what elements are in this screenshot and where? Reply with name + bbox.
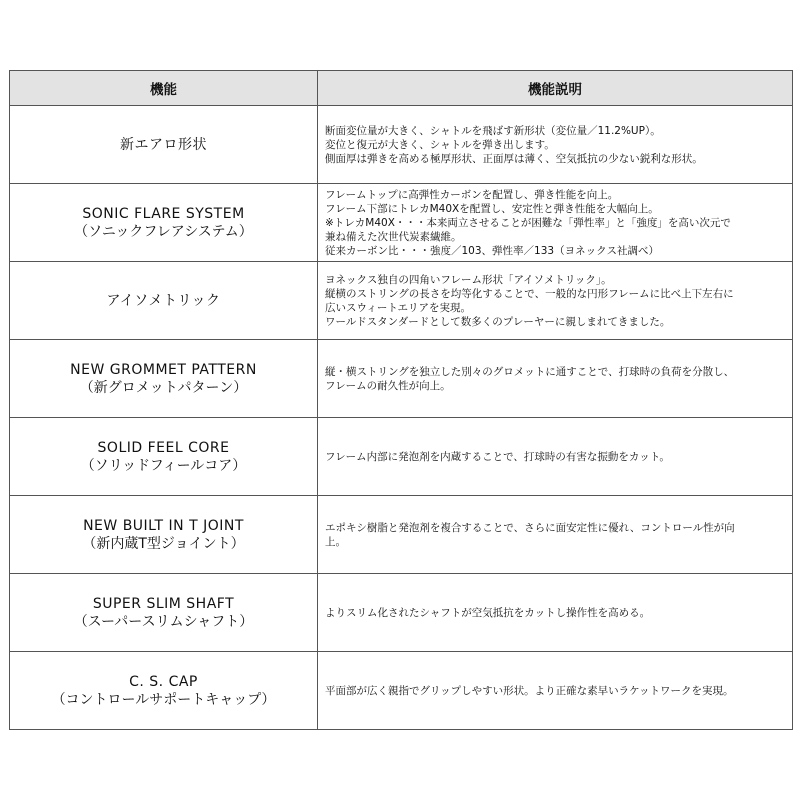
feature-name: アイソメトリック	[106, 292, 221, 309]
description-line: ヨネックス独自の四角いフレーム形状「アイソメトリック」。	[325, 273, 612, 286]
description-cell	[318, 574, 793, 652]
header-feature: 機能	[10, 71, 318, 106]
description-cell	[318, 496, 793, 574]
feature-subtitle: （コントロールサポートキャップ）	[51, 691, 276, 708]
feature-cell	[10, 496, 318, 574]
table-row	[10, 340, 793, 418]
feature-cell	[10, 652, 318, 730]
feature-subtitle: （スーパースリムシャフト）	[73, 613, 254, 630]
table-row	[10, 652, 793, 730]
description-line: 平面部が広く親指でグリップしやすい形状。より正確な素早いラケットワークを実現。	[325, 684, 734, 697]
description-cell	[318, 106, 793, 184]
feature-subtitle: （新グロメットパターン）	[79, 379, 248, 396]
feature-name: NEW BUILT IN T JOINT	[83, 517, 244, 534]
description-line: 上。	[325, 535, 346, 548]
description-line: フレームトップに高弾性カーボンを配置し、弾き性能を向上。	[325, 188, 619, 201]
description-line: 断面変位量が大きく、シャトルを飛ばす新形状（変位量／11.2%UP）。	[325, 124, 661, 137]
feature-cell	[10, 340, 318, 418]
feature-name: 新エアロ形状	[120, 136, 207, 153]
feature-name: NEW GROMMET PATTERN	[70, 361, 257, 378]
description-line: 縦・横ストリングを独立した別々のグロメットに通すことで、打球時の負荷を分散し、	[325, 365, 735, 378]
table-row	[10, 496, 793, 574]
description-line: フレームの耐久性が向上。	[325, 379, 451, 392]
table-header-row	[10, 71, 793, 106]
table-row	[10, 184, 793, 262]
description-line: エポキシ樹脂と発泡剤を複合することで、さらに面安定性に優れ、コントロール性が向	[325, 521, 735, 534]
feature-cell	[10, 184, 318, 262]
feature-subtitle: （新内蔵T型ジョイント）	[82, 535, 245, 552]
feature-cell	[10, 262, 318, 340]
feature-cell	[10, 574, 318, 652]
feature-name: SONIC FLARE SYSTEM	[82, 205, 245, 222]
description-line: フレーム内部に発泡剤を内蔵することで、打球時の有害な振動をカット。	[325, 450, 670, 463]
feature-name: SOLID FEEL CORE	[97, 439, 230, 456]
feature-subtitle: （ソニックフレアシステム）	[74, 223, 253, 240]
description-line: よりスリム化されたシャフトが空気抵抗をカットし操作性を高める。	[325, 606, 651, 619]
description-line: ※トレカM40X・・・本来両立させることが困難な「弾性率」と「強度」を高い次元で	[325, 216, 731, 229]
description-cell	[318, 184, 793, 262]
feature-subtitle: （ソリッドフィールコア）	[80, 457, 247, 474]
table-row	[10, 106, 793, 184]
description-line: 変位と復元が大きく、シャトルを弾き出します。	[325, 138, 555, 151]
description-line: フレーム下部にトレカM40Xを配置し、安定性と弾き性能を大幅向上。	[325, 202, 659, 215]
feature-cell	[10, 106, 318, 184]
description-line: 従来カーボン比・・・強度／103、弾性率／133（ヨネックス社調べ）	[325, 244, 659, 257]
table-row	[10, 418, 793, 496]
feature-name: C. S. CAP	[129, 673, 198, 690]
table-row	[10, 574, 793, 652]
description-line: 縦横のストリングの長さを均等化することで、一般的な円形フレームに比べ上下左右に	[325, 287, 734, 300]
description-cell	[318, 652, 793, 730]
description-cell	[318, 340, 793, 418]
description-cell	[318, 418, 793, 496]
feature-name: SUPER SLIM SHAFT	[92, 595, 235, 612]
description-line: 兼ね備えた次世代炭素繊維。	[325, 230, 462, 243]
feature-table	[9, 70, 793, 730]
description-cell	[318, 262, 793, 340]
feature-cell	[10, 418, 318, 496]
header-description: 機能説明	[318, 71, 793, 106]
description-line: 側面厚は弾きを高める極厚形状、正面厚は薄く、空気抵抗の少ない鋭利な形状。	[325, 152, 703, 165]
table-row	[10, 262, 793, 340]
description-line: ワールドスタンダードとして数多くのプレーヤーに親しまれてきました。	[325, 315, 671, 328]
description-line: 広いスウィートエリアを実現。	[325, 301, 471, 314]
